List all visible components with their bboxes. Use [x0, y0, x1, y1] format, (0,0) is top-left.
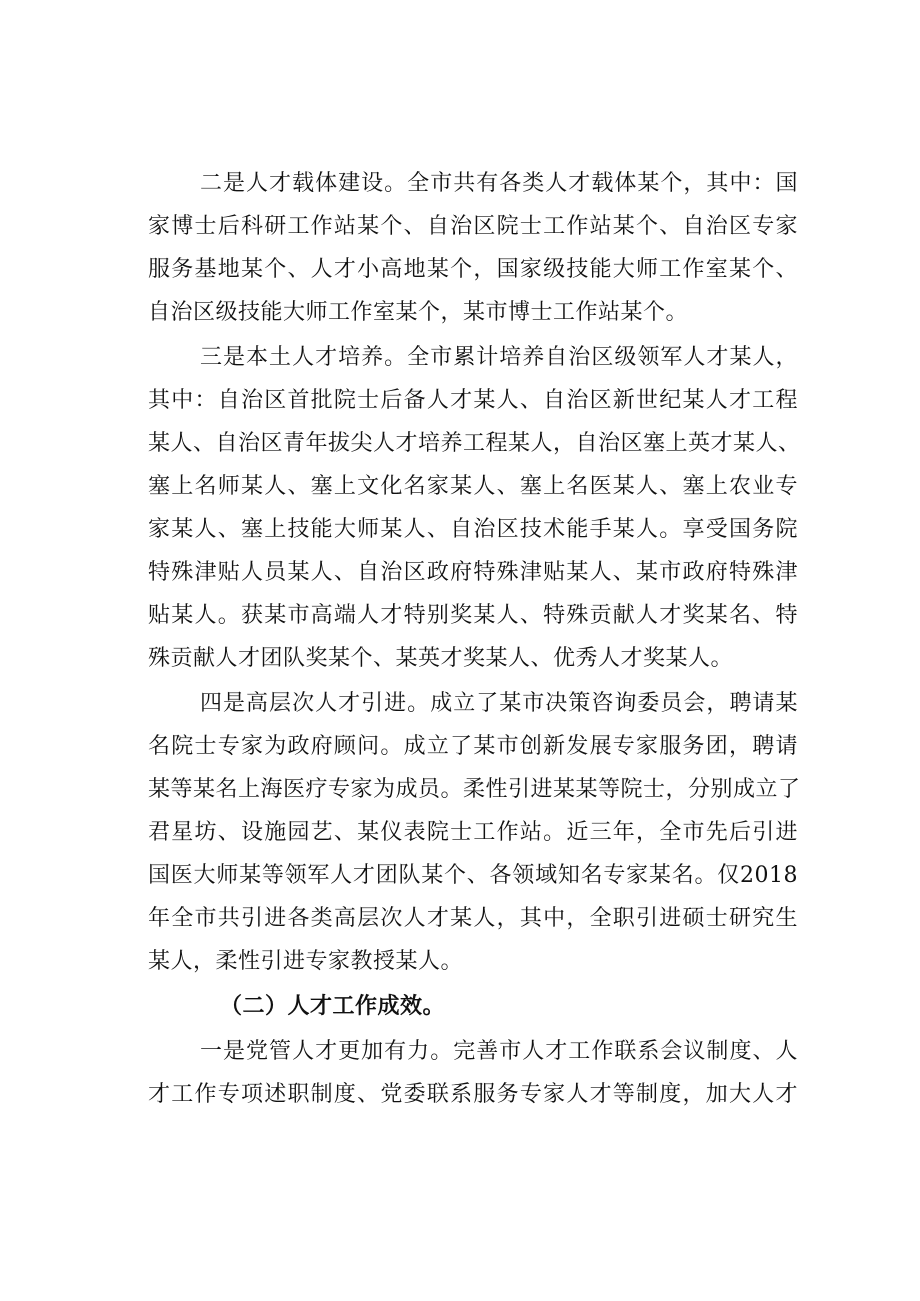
- text-line: 四是高层次人才引进。成立了某市决策咨询委员会，聘请某: [200, 691, 798, 716]
- paragraph-local-talent-training: [148, 336, 801, 680]
- text-line: 二是人才载体建设。全市共有各类人才载体某个，其中：国: [200, 171, 798, 196]
- text-line: 三是本土人才培养。全市累计培养自治区级领军人才某人，: [200, 345, 798, 370]
- paragraph-talent-carriers: [148, 162, 798, 334]
- text-line: 贴某人。获某市高端人才特别奖某人、特殊贡献人才奖某名、特: [148, 603, 798, 628]
- text-line: 家某人、塞上技能大师某人、自治区技术能手某人。享受国务院: [148, 517, 798, 542]
- heading-talent-work-results: （二）人才工作成效。: [220, 993, 446, 1019]
- text-line: 服务基地某个、人才小高地某个，国家级技能大师工作室某个、: [148, 257, 798, 282]
- text-line: 家博士后科研工作站某个、自治区院士工作站某个、自治区专家: [148, 214, 798, 239]
- paragraph-party-talent-management: [148, 1030, 798, 1116]
- text-line: 名院士专家为政府顾问。成立了某市创新发展专家服务团，聘请: [148, 734, 798, 759]
- section-heading: [148, 985, 798, 1028]
- text-line: 自治区级技能大师工作室某个，某市博士工作站某个。: [148, 300, 689, 325]
- text-line: 年全市共引进各类高层次人才某人，其中，全职引进硕士研究生: [148, 906, 798, 931]
- text-line: 其中：自治区首批院士后备人才某人、自治区新世纪某人才工程: [148, 388, 798, 413]
- text-line: 塞上名师某人、塞上文化名家某人、塞上名医某人、塞上农业专: [148, 474, 798, 499]
- text-line: 才工作专项述职制度、党委联系服务专家人才等制度，加大人才: [148, 1082, 798, 1107]
- paragraph-high-level-talent-introduction: [148, 682, 801, 983]
- text-line: 特殊津贴人员某人、自治区政府特殊津贴某人、某市政府特殊津: [148, 560, 798, 585]
- text-line: 某人，柔性引进专家教授某人。: [148, 949, 464, 974]
- document-page: [148, 162, 801, 1116]
- text-line: 某等某名上海医疗专家为成员。柔性引进某某等院士，分别成立了: [148, 777, 801, 802]
- text-line: 君星坊、设施园艺、某仪表院士工作站。近三年，全市先后引进: [148, 820, 798, 845]
- text-line: 一是党管人才更加有力。完善市人才工作联系会议制度、人: [200, 1039, 798, 1064]
- text-line: 某人、自治区青年拔尖人才培养工程某人，自治区塞上英才某人、: [148, 431, 801, 456]
- text-line: 殊贡献人才团队奖某个、某英才奖某人、优秀人才奖某人。: [148, 646, 734, 671]
- text-line: 国医大师某等领军人才团队某个、各领域知名专家某名。仅2018: [148, 863, 798, 888]
